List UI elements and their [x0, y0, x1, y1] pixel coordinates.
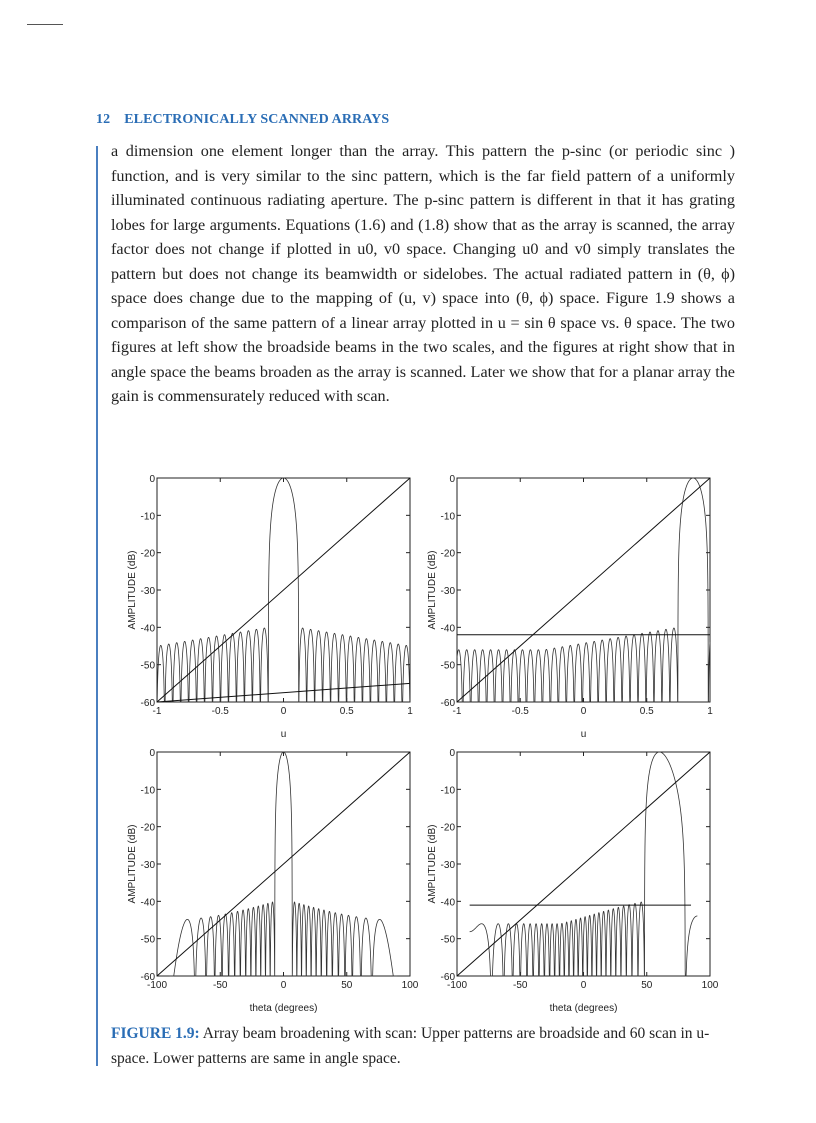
- y-tick-label: -50: [140, 660, 155, 672]
- y-tick-label: 0: [149, 474, 155, 485]
- x-tick-label: -50: [513, 980, 528, 991]
- x-tick-label: -0.5: [211, 706, 229, 717]
- y-tick-label: -10: [440, 511, 455, 523]
- y-tick-label: -20: [440, 548, 455, 560]
- y-tick-label: -30: [440, 860, 455, 871]
- x-axis-label: theta (degrees): [249, 1003, 318, 1014]
- y-tick-label: -40: [140, 897, 155, 909]
- x-tick-label: 0: [280, 980, 287, 991]
- x-tick-label: -1: [452, 706, 462, 717]
- x-axis-label: theta (degrees): [549, 1003, 618, 1014]
- running-header: [96, 112, 389, 128]
- y-tick-label: 0: [449, 748, 455, 759]
- y-tick-label: -40: [140, 623, 155, 635]
- y-tick-label: -50: [440, 934, 455, 946]
- body-paragraph: a dimension one element longer than the array. This pattern the p-sinc (or periodic sinc ) function, and is very similar to the sinc pattern, which is the far field pattern of a uniformly illuminated continuous radiating aperture. The p-sinc pattern is different in that it has grating lobes for large arguments. Equations (1.6) and (1.8) show that as the array is scanned, the array factor does not change if plotted in u0, v0 space. Changing u0 and v0 simply translates the pattern but does not change its beamwidth or sidelobes. The actual radiated pattern in (θ, ϕ) space does change due to the mapping of (u, v) space into (θ, ϕ) space. Figure 1.9 shows a comparison of the same pattern of a linear array plotted in u = sin θ space vs. θ space. The two figures at left show the broadside beams in the two scales, and the figures at right show that in angle space the beams broaden as the array is scanned. Later we show that for a planar array the gain is commensurately reduced with scan.: [111, 142, 735, 405]
- y-tick-label: -20: [140, 822, 155, 834]
- figure-1-9: [110, 462, 730, 1017]
- y-tick-label: -60: [140, 972, 155, 983]
- x-tick-label: 1: [707, 706, 713, 717]
- y-tick-label: -20: [440, 822, 455, 834]
- plot-4: [427, 748, 719, 1014]
- x-tick-label: 50: [341, 980, 353, 991]
- caption-text: Array beam broadening with scan: Upper patterns are broadside and 60 scan in u-space. Lower patterns are same in angle space.: [111, 1025, 710, 1067]
- x-tick-label: 0.5: [639, 706, 654, 717]
- x-tick-label: -100: [446, 980, 468, 991]
- y-axis-label: AMPLITUDE (dB): [127, 550, 138, 630]
- y-tick-label: -10: [140, 511, 155, 523]
- y-tick-label: 0: [149, 748, 155, 759]
- x-tick-label: 0: [280, 706, 287, 717]
- margin-bar: [96, 146, 98, 1066]
- y-tick-label: -10: [140, 785, 155, 797]
- x-tick-label: -100: [146, 980, 168, 991]
- figure-caption: [111, 1021, 741, 1071]
- top-rule: [27, 24, 63, 25]
- x-tick-label: -50: [213, 980, 228, 991]
- x-tick-label: 0: [580, 980, 587, 991]
- plot-2: [427, 474, 713, 740]
- x-tick-label: 1: [407, 706, 413, 717]
- plot-3: [127, 748, 419, 1014]
- y-tick-label: -30: [440, 586, 455, 597]
- y-tick-label: -40: [440, 623, 455, 635]
- caption-label: FIGURE 1.9:: [111, 1025, 200, 1042]
- y-tick-label: -60: [140, 698, 155, 709]
- y-axis-label: AMPLITUDE (dB): [427, 550, 438, 630]
- y-tick-label: -30: [140, 860, 155, 871]
- x-tick-label: 50: [641, 980, 653, 991]
- page-number: 12: [96, 112, 111, 127]
- x-axis-label: u: [580, 729, 587, 740]
- y-tick-label: 0: [449, 474, 455, 485]
- y-tick-label: -10: [440, 785, 455, 797]
- x-tick-label: -1: [152, 706, 162, 717]
- y-tick-label: -50: [440, 660, 455, 672]
- x-tick-label: 0: [580, 706, 587, 717]
- x-tick-label: 0.5: [339, 706, 354, 717]
- y-tick-label: -60: [440, 698, 455, 709]
- y-axis-label: AMPLITUDE (dB): [127, 824, 138, 904]
- y-tick-label: -50: [140, 934, 155, 946]
- y-tick-label: -20: [140, 548, 155, 560]
- x-axis-label: u: [280, 729, 287, 740]
- y-tick-label: -60: [440, 972, 455, 983]
- x-tick-label: 100: [701, 980, 719, 991]
- y-tick-label: -30: [140, 586, 155, 597]
- running-title: ELECTRONICALLY SCANNED ARRAYS: [124, 112, 390, 127]
- y-tick-label: -40: [440, 897, 455, 909]
- x-tick-label: 100: [401, 980, 419, 991]
- x-tick-label: -0.5: [511, 706, 529, 717]
- plot-1: [127, 474, 413, 740]
- y-axis-label: AMPLITUDE (dB): [427, 824, 438, 904]
